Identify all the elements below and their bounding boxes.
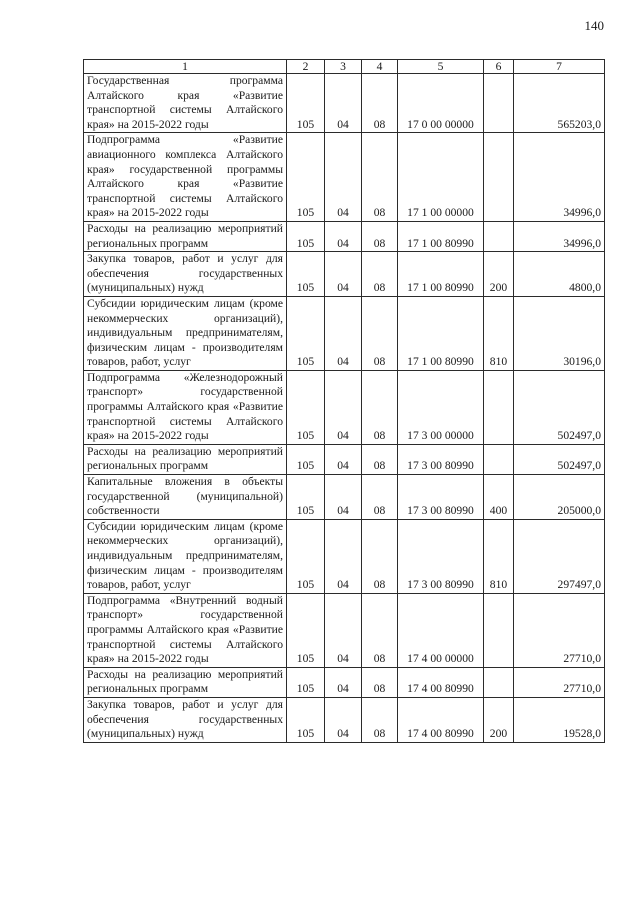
row-description: Подпрограмма «Развитие авиационного комплекса Алтайского края» государственной программы Алтайского края «Развитие транспортной системы Алтайского края» на 2015-2022 годы [84, 133, 287, 222]
row-description: Подпрограмма «Железнодорожный транспорт» государственной программы Алтайского края «Развитие транспортной системы Алтайского края» на 2015-2022 годы [84, 370, 287, 444]
row-amount: 297497,0 [514, 519, 605, 593]
table-row [84, 667, 605, 697]
row-amount: 27710,0 [514, 667, 605, 697]
row-amount: 34996,0 [514, 133, 605, 222]
row-description: Капитальные вложения в объекты государственной (муниципальной) собственности [84, 475, 287, 520]
row-subsection: 08 [362, 221, 398, 251]
column-number-row [84, 60, 605, 74]
row-code: 105 [287, 475, 325, 520]
row-subsection: 08 [362, 444, 398, 474]
row-subsection: 08 [362, 370, 398, 444]
row-subsection: 08 [362, 519, 398, 593]
row-amount: 4800,0 [514, 252, 605, 297]
row-amount: 205000,0 [514, 475, 605, 520]
row-amount: 502497,0 [514, 444, 605, 474]
table-row [84, 252, 605, 297]
row-description: Субсидии юридическим лицам (кроме некоммерческих организаций), индивидуальным предпринимателям, физическим лицам - производителям товаров, работ, услуг [84, 519, 287, 593]
budget-table [83, 59, 605, 743]
row-target-article: 17 1 00 00000 [398, 133, 484, 222]
table-row [84, 370, 605, 444]
row-section: 04 [325, 444, 362, 474]
row-expense-type: 200 [484, 252, 514, 297]
row-subsection: 08 [362, 697, 398, 742]
row-expense-type: 200 [484, 697, 514, 742]
row-section: 04 [325, 221, 362, 251]
table-row [84, 74, 605, 133]
table-row [84, 296, 605, 370]
row-subsection: 08 [362, 252, 398, 297]
row-expense-type: 810 [484, 519, 514, 593]
row-section: 04 [325, 475, 362, 520]
row-section: 04 [325, 133, 362, 222]
row-code: 105 [287, 370, 325, 444]
row-section: 04 [325, 667, 362, 697]
table-row [84, 475, 605, 520]
row-section: 04 [325, 252, 362, 297]
row-description: Субсидии юридическим лицам (кроме некоммерческих организаций), индивидуальным предпринимателям, физическим лицам - производителям товаров, работ, услуг [84, 296, 287, 370]
row-expense-type [484, 593, 514, 667]
row-expense-type [484, 221, 514, 251]
column-number-header: 4 [362, 60, 398, 74]
row-expense-type [484, 74, 514, 133]
row-subsection: 08 [362, 296, 398, 370]
row-subsection: 08 [362, 475, 398, 520]
row-code: 105 [287, 697, 325, 742]
row-description: Расходы на реализацию мероприятий региональных программ [84, 444, 287, 474]
row-target-article: 17 0 00 00000 [398, 74, 484, 133]
column-number-header: 6 [484, 60, 514, 74]
column-number-header: 5 [398, 60, 484, 74]
row-code: 105 [287, 133, 325, 222]
row-description: Расходы на реализацию мероприятий региональных программ [84, 221, 287, 251]
row-expense-type [484, 370, 514, 444]
row-description: Закупка товаров, работ и услуг для обеспечения государственных (муниципальных) нужд [84, 252, 287, 297]
row-description: Подпрограмма «Внутренний водный транспорт» государственной программы Алтайского края «Развитие транспортной системы Алтайского края» на 2015-2022 годы [84, 593, 287, 667]
row-expense-type [484, 444, 514, 474]
table-row [84, 593, 605, 667]
row-code: 105 [287, 519, 325, 593]
row-section: 04 [325, 519, 362, 593]
row-subsection: 08 [362, 667, 398, 697]
table-row [84, 444, 605, 474]
row-amount: 565203,0 [514, 74, 605, 133]
column-number-header: 3 [325, 60, 362, 74]
row-code: 105 [287, 252, 325, 297]
row-code: 105 [287, 593, 325, 667]
row-target-article: 17 1 00 80990 [398, 221, 484, 251]
row-expense-type: 400 [484, 475, 514, 520]
row-target-article: 17 4 00 00000 [398, 593, 484, 667]
row-description: Государственная программа Алтайского края «Развитие транспортной системы Алтайского края» на 2015-2022 годы [84, 74, 287, 133]
column-number-header: 7 [514, 60, 605, 74]
row-target-article: 17 3 00 00000 [398, 370, 484, 444]
row-target-article: 17 4 00 80990 [398, 667, 484, 697]
column-number-header: 1 [84, 60, 287, 74]
row-section: 04 [325, 370, 362, 444]
row-description: Расходы на реализацию мероприятий региональных программ [84, 667, 287, 697]
row-subsection: 08 [362, 133, 398, 222]
row-target-article: 17 1 00 80990 [398, 296, 484, 370]
row-amount: 502497,0 [514, 370, 605, 444]
row-section: 04 [325, 296, 362, 370]
row-code: 105 [287, 74, 325, 133]
table-row [84, 133, 605, 222]
row-subsection: 08 [362, 74, 398, 133]
row-code: 105 [287, 444, 325, 474]
table-row [84, 697, 605, 742]
table-row [84, 519, 605, 593]
row-target-article: 17 1 00 80990 [398, 252, 484, 297]
row-target-article: 17 4 00 80990 [398, 697, 484, 742]
row-target-article: 17 3 00 80990 [398, 519, 484, 593]
row-section: 04 [325, 74, 362, 133]
column-number-header: 2 [287, 60, 325, 74]
page-number: 140 [584, 18, 604, 33]
row-expense-type: 810 [484, 296, 514, 370]
row-expense-type [484, 133, 514, 222]
row-amount: 19528,0 [514, 697, 605, 742]
row-code: 105 [287, 221, 325, 251]
row-description: Закупка товаров, работ и услуг для обеспечения государственных (муниципальных) нужд [84, 697, 287, 742]
row-target-article: 17 3 00 80990 [398, 444, 484, 474]
row-section: 04 [325, 697, 362, 742]
row-amount: 30196,0 [514, 296, 605, 370]
row-code: 105 [287, 667, 325, 697]
row-subsection: 08 [362, 593, 398, 667]
table-row [84, 221, 605, 251]
row-code: 105 [287, 296, 325, 370]
row-amount: 34996,0 [514, 221, 605, 251]
row-section: 04 [325, 593, 362, 667]
row-target-article: 17 3 00 80990 [398, 475, 484, 520]
row-amount: 27710,0 [514, 593, 605, 667]
row-expense-type [484, 667, 514, 697]
